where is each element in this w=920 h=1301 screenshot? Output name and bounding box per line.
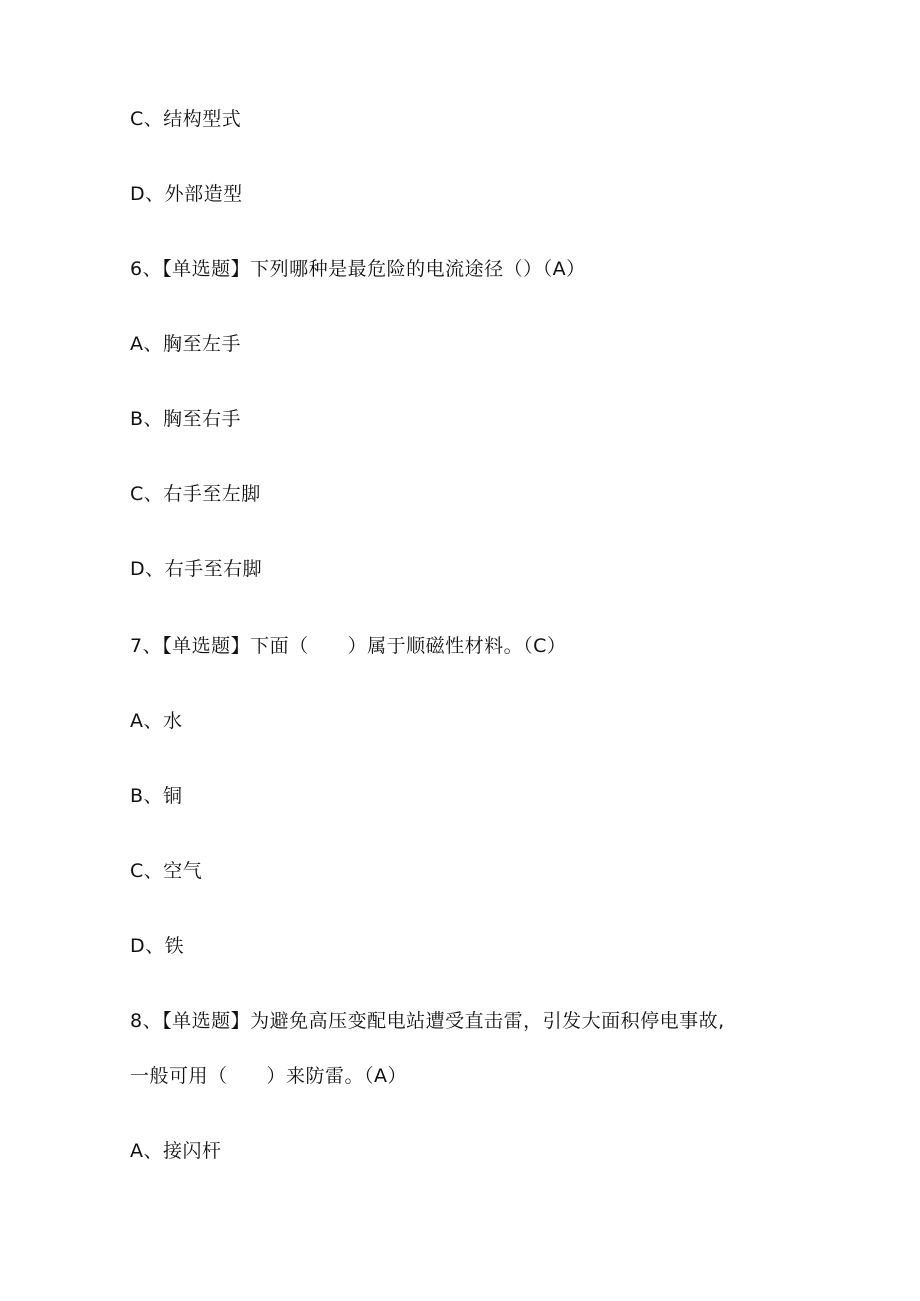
q8-question-line1: 8、【单选题】为避免高压变配电站遭受直击雷，引发大面积停电事故, — [130, 1010, 725, 1032]
q8-question-line2: 一般可用（ ）来防雷。（A） — [130, 1065, 407, 1087]
q7-option-c: C、空气 — [130, 860, 203, 882]
q6-option-b: B、胸至右手 — [130, 408, 242, 430]
q6-option-c: C、右手至左脚 — [130, 483, 261, 505]
q7-option-b: B、铜 — [130, 785, 183, 807]
q5-option-c: C、结构型式 — [130, 108, 242, 130]
q7-option-d: D、铁 — [130, 935, 185, 957]
q5-option-d: D、外部造型 — [130, 183, 243, 205]
q6-option-a: A、胸至左手 — [130, 333, 241, 355]
q8-option-a: A、接闪杆 — [130, 1140, 222, 1162]
q6-option-d: D、右手至右脚 — [130, 558, 263, 580]
q7-option-a: A、水 — [130, 710, 183, 732]
q7-question: 7、【单选题】下面（ ）属于顺磁性材料。（C） — [130, 635, 567, 657]
q6-question: 6、【单选题】下列哪种是最危险的电流途径（）（A） — [130, 258, 586, 280]
